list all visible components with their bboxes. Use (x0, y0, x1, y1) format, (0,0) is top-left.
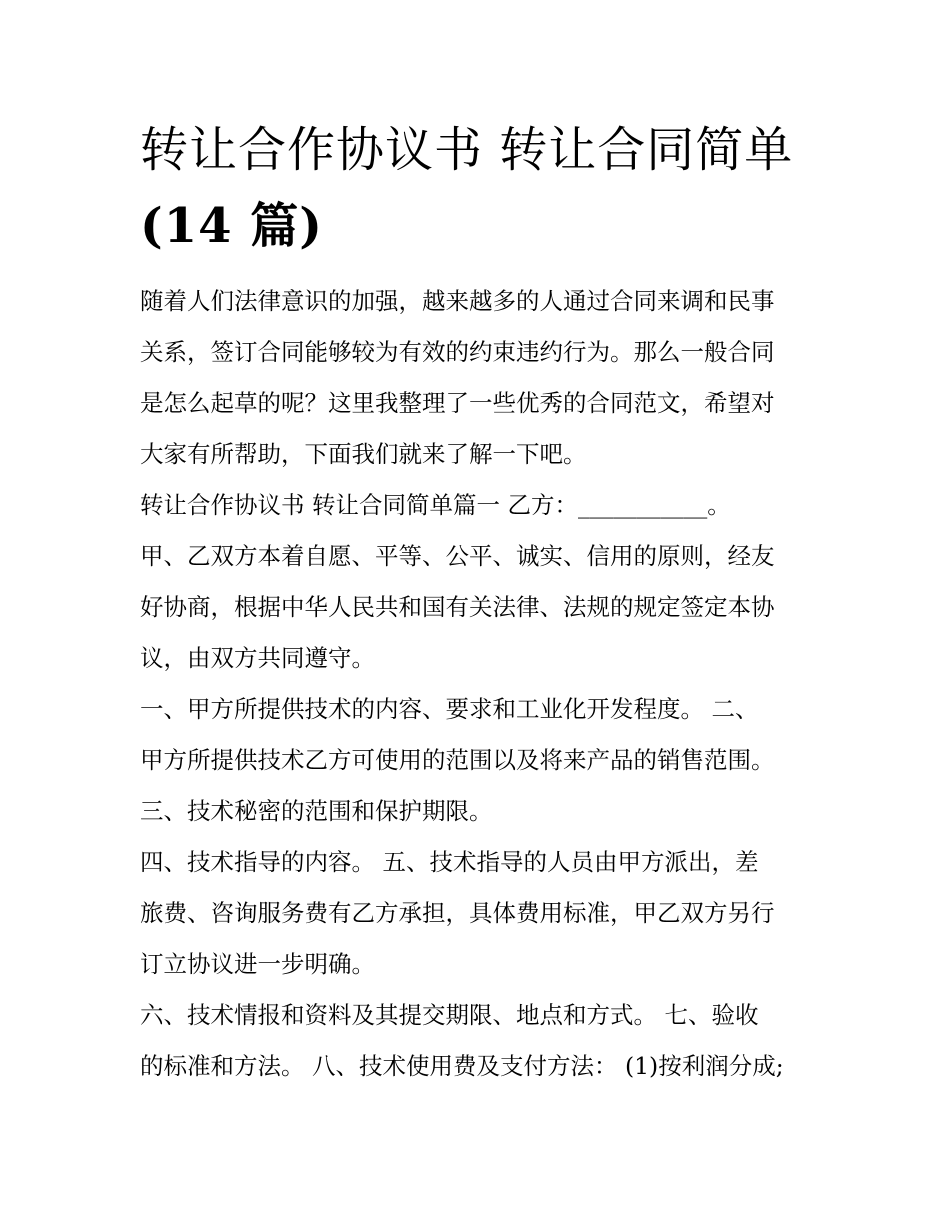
paragraph-list (140, 276, 812, 1092)
paragraph-line: 随着人们法律意识的加强，越来越多的人通过合同来调和民事 (140, 287, 775, 315)
paragraph-line: 甲方所提供技术乙方可使用的范围以及将来产品的销售范围。 (140, 746, 775, 774)
paragraph-line: 关系，签订合同能够较为有效的约束违约行为。那么一般合同 (140, 338, 775, 366)
paragraph-line: 甲、乙双方本着自愿、平等、公平、诚实、信用的原则，经友 (140, 542, 775, 570)
paragraph-section-heading (140, 480, 812, 531)
paragraph-line: 六、技术情报和资料及其提交期限、地点和方式。 七、验收 (140, 1001, 759, 1029)
paragraph-clauses-1-3 (140, 684, 812, 837)
paragraph-clauses-6-8 (140, 990, 812, 1092)
paragraph-clauses-4-5 (140, 837, 812, 990)
paragraph-line: 四、技术指导的内容。 五、技术指导的人员由甲方派出，差 (140, 848, 759, 876)
paragraph-line: 三、技术秘密的范围和保护期限。 (140, 797, 493, 825)
paragraph-intro (140, 276, 812, 480)
paragraph-line: 好协商，根据中华人民共和国有关法律、法规的规定签定本协 (140, 593, 775, 621)
document-body (140, 112, 812, 1092)
title-line-2: (14 篇) (140, 198, 323, 254)
paragraph-line: 一、甲方所提供技术的内容、要求和工业化开发程度。 二、 (140, 695, 759, 723)
paragraph-line: 转让合作协议书 转让合同简单篇一 乙方：___________。 (140, 491, 731, 519)
paragraph-line: 的标准和方法。 八、技术使用费及支付方法： (1)按利润分成; (140, 1052, 784, 1080)
title-line-1: 转让合作协议书 转让合同简单 (140, 122, 794, 178)
paragraph-line: 订立协议进一步明确。 (140, 950, 375, 978)
paragraph-line: 旅费、咨询服务费有乙方承担，具体费用标准，甲乙双方另行 (140, 899, 775, 927)
document-title (140, 112, 812, 264)
paragraph-line: 是怎么起草的呢？这里我整理了一些优秀的合同范文，希望对 (140, 389, 775, 417)
paragraph-line: 大家有所帮助，下面我们就来了解一下吧。 (140, 440, 587, 468)
paragraph-principles (140, 531, 812, 684)
paragraph-line: 议，由双方共同遵守。 (140, 644, 375, 672)
